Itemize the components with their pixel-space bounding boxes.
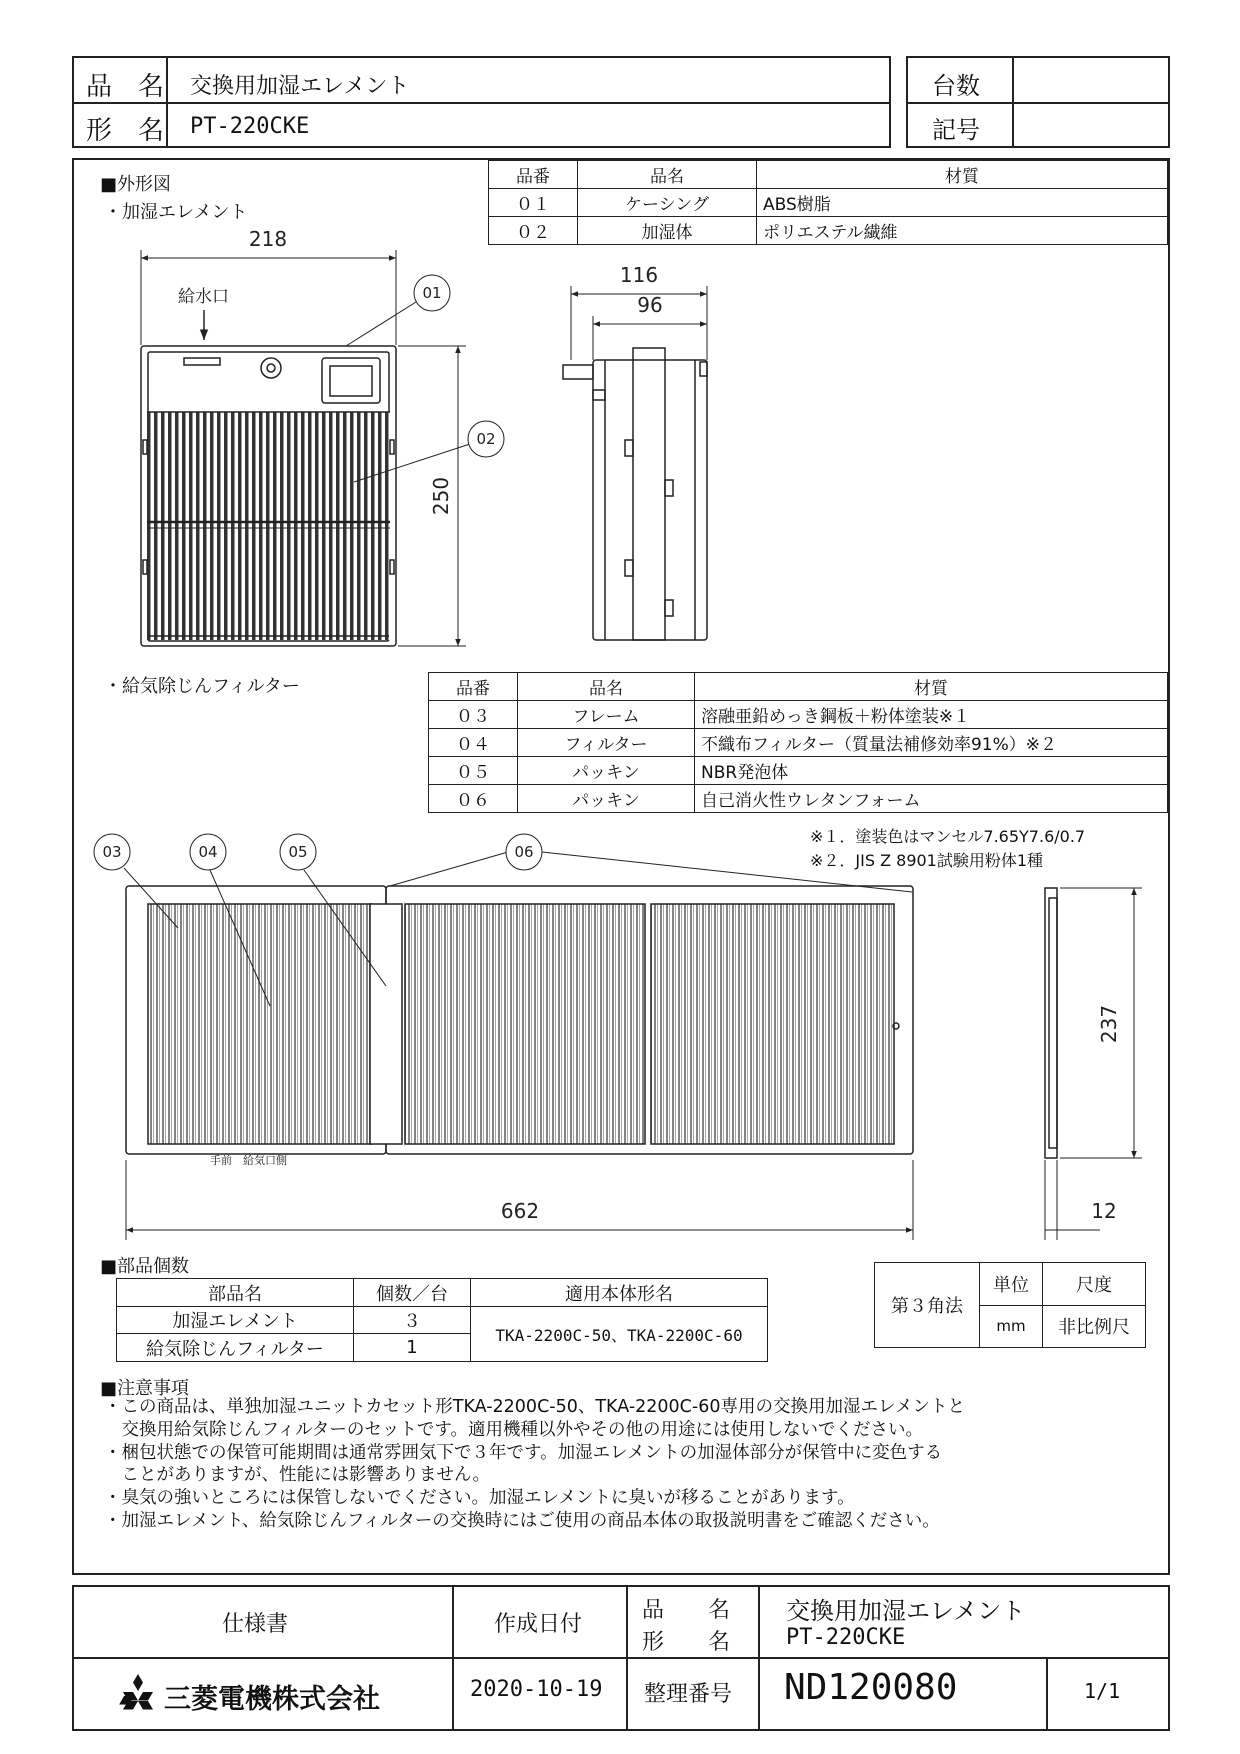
mark-label: 記号 — [932, 116, 980, 144]
filter-front-label: 手前 給気口側 — [210, 1154, 287, 1167]
applicable-models: TKA-2200C-50、TKA-2200C-60 — [471, 1307, 768, 1362]
col-header-number: 品番 — [489, 161, 578, 189]
table-cell: ケーシング — [578, 189, 757, 217]
model-label: 形 名 — [86, 116, 165, 146]
doc-type: 仕様書 — [222, 1612, 289, 1637]
footer-model-label: 形 名 — [642, 1630, 731, 1655]
note-line: ・梱包状態での保管可能期間は通常雰囲気下で３年です。加湿エレメントの加湿体部分が保管中に変色する — [104, 1442, 943, 1463]
table-cell: 不織布フィルター（質量法補修効率91%）※２ — [695, 729, 1168, 757]
table-cell: ０５ — [429, 757, 518, 785]
mitsubishi-logo-icon — [116, 1673, 160, 1711]
notes-body — [104, 1396, 1154, 1533]
table-cell: NBR発泡体 — [695, 757, 1168, 785]
date-label: 作成日付 — [494, 1612, 583, 1637]
parts-count-heading: ■部品個数 — [100, 1256, 190, 1277]
jis-note: ※２．JIS Z 8901試験用粉体1種 — [810, 851, 1044, 870]
table-cell: パッキン — [518, 757, 695, 785]
table-cell: フィルター — [518, 729, 695, 757]
notes-heading: ■注意事項 — [100, 1378, 190, 1399]
col-header-name: 品名 — [578, 161, 757, 189]
table-cell: 溶融亜鉛めっき鋼板＋粉体塗装※１ — [695, 701, 1168, 729]
col-header-number: 品番 — [429, 673, 518, 701]
table-cell: ABS樹脂 — [757, 189, 1168, 217]
footer-name-label: 品 名 — [642, 1598, 731, 1623]
dim-element-width: 218 — [248, 227, 288, 251]
unit-value: mm — [980, 1305, 1043, 1348]
col-header-count: 個数／台 — [354, 1279, 471, 1307]
footer-block — [72, 1585, 1170, 1731]
filter-heading: ・給気除じんフィルター — [104, 676, 300, 697]
dim-filter-width: 662 — [500, 1199, 540, 1223]
note-line: ・臭気の強いところには保管しないでください。加湿エレメントに臭いが移ることがあります。 — [104, 1488, 855, 1509]
ref-label: 整理番号 — [644, 1682, 733, 1707]
table-cell: フレーム — [518, 701, 695, 729]
outline-heading: ■外形図 — [100, 174, 172, 195]
callout-04-label: 04 — [198, 843, 218, 861]
filter-front-view — [126, 886, 913, 1154]
element-heading: ・加湿エレメント — [104, 202, 248, 223]
paint-note: ※１．塗装色はマンセル7.65Y7.6/0.7 — [810, 827, 1086, 846]
page-number: 1/1 — [1084, 1679, 1121, 1703]
callout-02-label: 02 — [476, 430, 496, 448]
col-header-name: 品名 — [518, 673, 695, 701]
scale-value: 非比例尺 — [1043, 1305, 1146, 1348]
footer-model-value: PT-220CKE — [786, 1625, 906, 1650]
table-cell: ０１ — [489, 189, 578, 217]
footer-name-value: 交換用加湿エレメント — [786, 1597, 1026, 1625]
col-header-material: 材質 — [695, 673, 1168, 701]
table-cell: ０６ — [429, 785, 518, 813]
callout-06-label: 06 — [514, 843, 534, 861]
qty-label: 台数 — [932, 72, 980, 100]
water-inlet-label: 給水口 — [178, 287, 229, 307]
note-line: ・加湿エレメント、給気除じんフィルターの交換時にはご使用の商品本体の取扱説明書をご確認ください。 — [104, 1510, 940, 1531]
projection-method: 第３角法 — [875, 1263, 980, 1348]
scale-box — [874, 1262, 1146, 1348]
scale-label: 尺度 — [1043, 1263, 1146, 1306]
col-header-material: 材質 — [757, 161, 1168, 189]
table-cell: ３ — [354, 1307, 471, 1334]
ref-value: ND120080 — [784, 1667, 958, 1708]
filter-side-view — [1045, 888, 1057, 1158]
product-name-value: 交換用加湿エレメント — [190, 74, 410, 99]
table-cell: ０３ — [429, 701, 518, 729]
col-header-part: 部品名 — [117, 1279, 354, 1307]
dim-side-inner: 96 — [637, 293, 663, 317]
dim-filter-depth: 12 — [1091, 1199, 1117, 1223]
dim-side-outer: 116 — [619, 263, 659, 287]
table-cell: ０４ — [429, 729, 518, 757]
table-cell: 自己消火性ウレタンフォーム — [695, 785, 1168, 813]
table-cell: 1 — [354, 1334, 471, 1362]
dim-filter-height: 237 — [1097, 1004, 1121, 1044]
table-cell: ポリエステル繊維 — [757, 217, 1168, 245]
note-line: ことがありますが、性能には影響ありません。 — [104, 1465, 491, 1486]
element-front-view — [141, 346, 396, 646]
callout-03-label: 03 — [102, 843, 122, 861]
note-line: 交換用給気除じんフィルターのセットです。適用機種以外やその他の用途には使用しないでください。 — [104, 1419, 923, 1440]
dim-element-height: 250 — [429, 476, 453, 516]
note-line: ・この商品は、単独加湿ユニットカセット形TKA-2200C-50、TKA-2200C-60専用の交換用加湿エレメントと — [104, 1397, 965, 1417]
callout-01-label: 01 — [422, 284, 442, 302]
table-cell: 給気除じんフィルター — [117, 1334, 354, 1362]
callout-05-label: 05 — [288, 843, 308, 861]
model-value: PT-220CKE — [190, 114, 310, 139]
company-logo — [116, 1673, 446, 1713]
element-side-view — [563, 348, 707, 640]
unit-label: 単位 — [980, 1263, 1043, 1306]
table-cell: 加湿エレメント — [117, 1307, 354, 1334]
col-header-models: 適用本体形名 — [471, 1279, 768, 1307]
table-cell: パッキン — [518, 785, 695, 813]
date-value: 2020-10-19 — [470, 1677, 603, 1702]
product-name-label: 品 名 — [86, 72, 165, 102]
table-cell: 加湿体 — [578, 217, 757, 245]
parts-count-table — [116, 1278, 768, 1362]
company-name: 三菱電機株式会社 — [164, 1684, 380, 1715]
table-cell: ０２ — [489, 217, 578, 245]
